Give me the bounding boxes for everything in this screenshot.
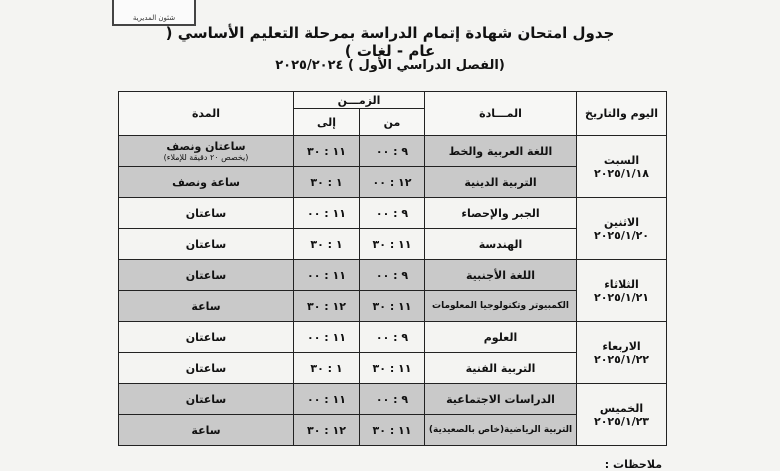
subject-cell: التربية الرياضية(خاص بالصعيدية) (425, 415, 577, 446)
day-cell (577, 136, 667, 198)
duration-cell: ساعة (119, 415, 294, 446)
duration-cell: ساعة (119, 291, 294, 322)
day-name: السبت (603, 153, 640, 167)
time-from: ٩ : ٠٠ (360, 260, 425, 291)
time-from: ١١ : ٣٠ (360, 291, 425, 322)
day-name: الاربعاء (602, 339, 641, 353)
time-to: ١ : ٣٠ (294, 229, 360, 260)
day-date: ٢٠٢٥/١/٢٠ (593, 228, 650, 242)
subject-cell: الهندسة (425, 229, 577, 260)
time-from: ١١ : ٣٠ (360, 415, 425, 446)
day-date: ٢٠٢٥/١/٢٣ (593, 414, 650, 428)
table-row (119, 198, 667, 229)
stamp-text: شئون المديرية (132, 14, 176, 22)
table-row (119, 384, 667, 415)
header-day-date: اليوم والتاريخ (577, 92, 667, 136)
time-to: ١١ : ٠٠ (294, 198, 360, 229)
day-cell (577, 198, 667, 260)
subject-cell: اللغة الأجنبية (425, 260, 577, 291)
duration-cell (119, 136, 294, 167)
subject-cell: العلوم (425, 322, 577, 353)
time-from: ١٢ : ٠٠ (360, 167, 425, 198)
header-time: الزمـــن (294, 92, 425, 109)
time-to: ١١ : ٣٠ (294, 136, 360, 167)
time-from: ٩ : ٠٠ (360, 136, 425, 167)
duration-cell: ساعتان (119, 353, 294, 384)
exam-schedule-table (118, 91, 667, 446)
time-to: ١ : ٣٠ (294, 167, 360, 198)
duration-note: (يخصص ٢٠ دقيقة للإملاء) (163, 153, 249, 162)
day-date: ٢٠٢٥/١/١٨ (593, 166, 650, 180)
day-date: ٢٠٢٥/١/٢١ (593, 290, 650, 304)
day-name: الخميس (599, 401, 644, 415)
day-cell (577, 260, 667, 322)
day-cell (577, 322, 667, 384)
time-to: ١١ : ٠٠ (294, 384, 360, 415)
duration-cell: ساعة ونصف (119, 167, 294, 198)
subject-cell: الدراسات الاجتماعية (425, 384, 577, 415)
notes-label: ملاحظات : (604, 458, 662, 471)
document-subtitle: (الفصل الدراسي الأول ) ٢٠٢٥/٢٠٢٤ (275, 58, 505, 73)
time-to: ١٢ : ٣٠ (294, 291, 360, 322)
header-to: إلى (294, 109, 360, 136)
subject-cell: اللغة العربية والخط (425, 136, 577, 167)
subject-cell: التربية الفنية (425, 353, 577, 384)
day-name: الثلاثاء (604, 277, 639, 291)
duration-cell: ساعتان (119, 229, 294, 260)
time-to: ١١ : ٠٠ (294, 260, 360, 291)
table-row (119, 136, 667, 167)
subject-cell: الكمبيوتر وتكنولوجيا المعلومات (425, 291, 577, 322)
table-row (119, 260, 667, 291)
time-from: ٩ : ٠٠ (360, 198, 425, 229)
day-date: ٢٠٢٥/١/٢٢ (593, 352, 650, 366)
header-duration: المدة (119, 92, 294, 136)
duration-cell: ساعتان (119, 260, 294, 291)
time-to: ١١ : ٠٠ (294, 322, 360, 353)
duration-cell: ساعتان (119, 322, 294, 353)
time-from: ١١ : ٣٠ (360, 353, 425, 384)
time-from: ٩ : ٠٠ (360, 322, 425, 353)
header-subject: المـــادة (425, 92, 577, 136)
time-to: ١ : ٣٠ (294, 353, 360, 384)
duration-cell: ساعتان (119, 384, 294, 415)
day-cell (577, 384, 667, 446)
table-row (119, 322, 667, 353)
subject-cell: الجبر والإحصاء (425, 198, 577, 229)
time-to: ١٢ : ٣٠ (294, 415, 360, 446)
time-from: ١١ : ٣٠ (360, 229, 425, 260)
day-name: الاثنين (604, 215, 639, 229)
duration-cell: ساعتان (119, 198, 294, 229)
time-from: ٩ : ٠٠ (360, 384, 425, 415)
document-title: جدول امتحان شهادة إتمام الدراسة بمرحلة التعليم الأساسي ( عام - لغات ) (165, 24, 615, 60)
duration-text: ساعتان ونصف (166, 140, 246, 153)
header-from: من (360, 109, 425, 136)
subject-cell: التربية الدينية (425, 167, 577, 198)
stamp-box (112, 0, 196, 26)
